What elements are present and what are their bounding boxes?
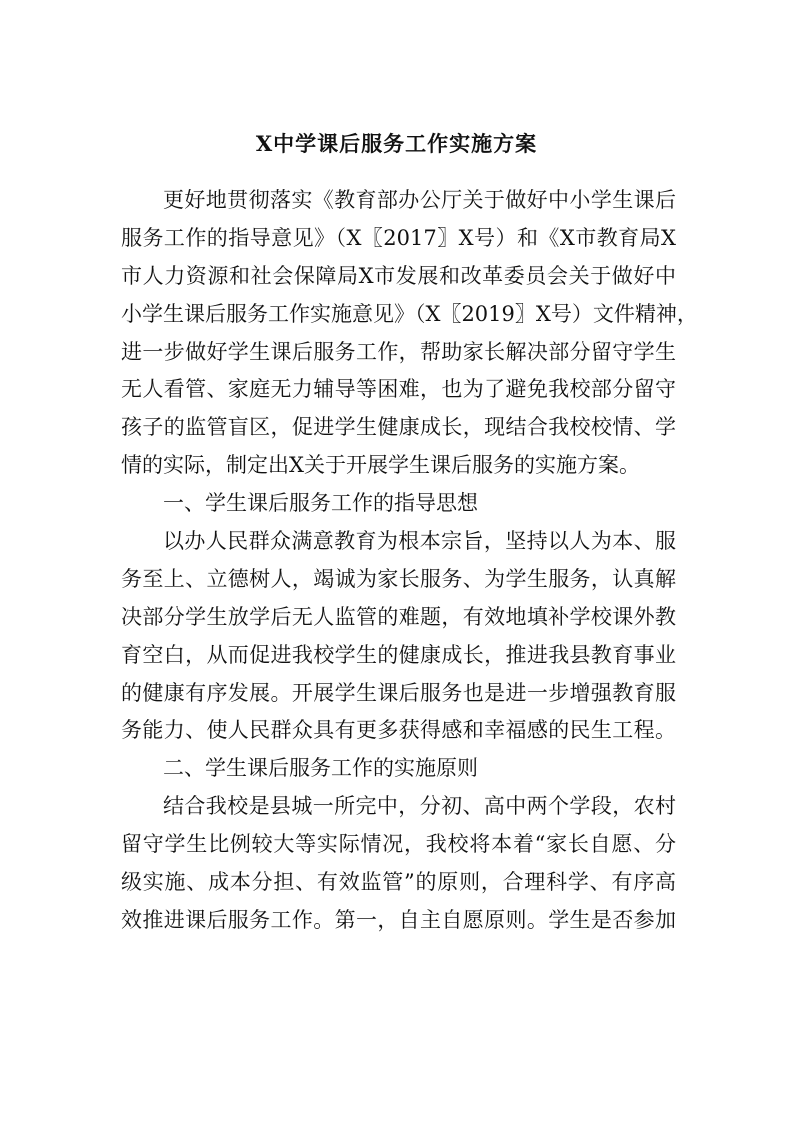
section-heading: 二、学生课后服务工作的实施原则 bbox=[163, 756, 478, 781]
paragraph-line: 以办人民群众满意教育为根本宗旨，坚持以人为本、服 bbox=[163, 529, 676, 554]
document-title: X中学课后服务工作实施方案 bbox=[255, 131, 538, 156]
paragraph-line: 小学生课后服务工作实施意见》（X〖2019〗X号）文件精神， bbox=[121, 301, 698, 326]
paragraph-line: 服务工作的指导意见》（X〖2017〗X号）和《X市教育局X bbox=[121, 225, 676, 250]
paragraph-line: 的健康有序发展。开展学生课后服务也是进一步增强教育服 bbox=[121, 680, 676, 705]
paragraph-line: 情的实际，制定出X关于开展学生课后服务的实施方案。 bbox=[121, 453, 640, 478]
paragraph-line: 级实施、成本分担、有效监管”的原则，合理科学、有序高 bbox=[121, 870, 676, 895]
paragraph-line: 市人力资源和社会保障局X市发展和改革委员会关于做好中 bbox=[121, 263, 676, 288]
paragraph-line: 结合我校是县城一所完中，分初、高中两个学段，农村 bbox=[163, 794, 676, 819]
paragraph-line: 留守学生比例较大等实际情况，我校将本着“家长自愿、分 bbox=[121, 832, 676, 857]
paragraph-line: 进一步做好学生课后服务工作，帮助家长解决部分留守学生 bbox=[121, 339, 676, 364]
section-heading: 一、学生课后服务工作的指导思想 bbox=[163, 491, 478, 516]
paragraph-line: 务至上、立德树人，竭诚为家长服务、为学生服务，认真解 bbox=[121, 566, 676, 591]
paragraph-line: 更好地贯彻落实《教育部办公厅关于做好中小学生课后 bbox=[163, 188, 676, 212]
paragraph-line: 无人看管、家庭无力辅导等困难，也为了避免我校部分留守 bbox=[121, 377, 676, 402]
document-body bbox=[121, 182, 698, 940]
paragraph-line: 决部分学生放学后无人监管的难题，有效地填补学校课外教 bbox=[121, 604, 676, 629]
paragraph-line: 孩子的监管盲区，促进学生健康成长，现结合我校校情、学 bbox=[121, 415, 676, 440]
paragraph-line: 效推进课后服务工作。第一，自主自愿原则。学生是否参加 bbox=[121, 907, 676, 932]
paragraph-line: 育空白，从而促进我校学生的健康成长，推进我县教育事业 bbox=[121, 642, 676, 667]
paragraph-line: 务能力、使人民群众具有更多获得感和幸福感的民生工程。 bbox=[121, 718, 676, 743]
